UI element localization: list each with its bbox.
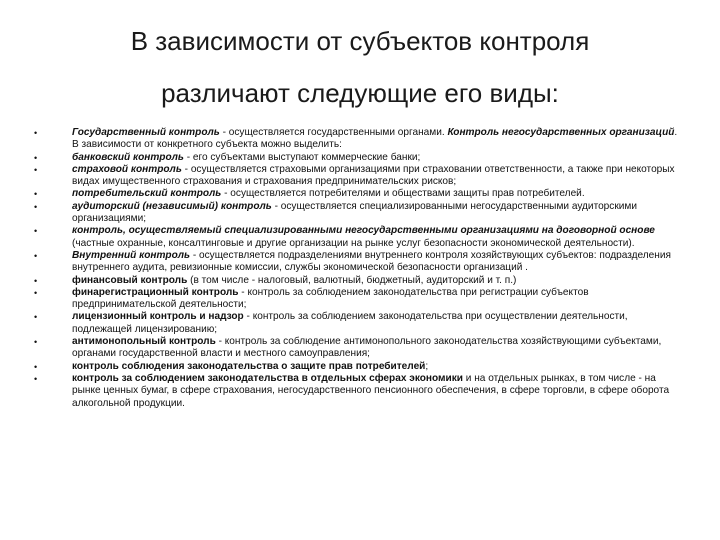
list-item-text: - осуществляется специализированными негосударственными аудиторскими организациями; (72, 200, 637, 225)
list-item-text: - осуществляется страховыми организациями при страховании ответственности, а также при некоторых видах имущественного страхования и страхования предпринимательских рисков; (72, 163, 675, 188)
list-item-term-wrap (72, 250, 190, 261)
list-item (34, 275, 684, 287)
list-item (34, 164, 684, 189)
list-item (34, 152, 684, 164)
bullet-icon: • (34, 189, 38, 200)
bullet-icon: • (34, 361, 38, 372)
page-title-line-2: различают следующие его виды: (161, 78, 559, 108)
bullet-icon: • (34, 226, 38, 237)
bullet-icon: • (34, 373, 38, 384)
list-item (34, 127, 684, 152)
list-item-term-wrap (72, 225, 655, 236)
list-item-text: и на отдельных рынках, в том числе - на рынке ценных бумаг, в сфере страхования, негосударственного пенсионного обеспечения, в сфере торговли, в сфере оборота алкогольной продукции. (72, 372, 670, 409)
bullet-icon: • (34, 152, 38, 163)
bullet-icon: • (34, 201, 38, 212)
list-item-term: Внутренний контроль (72, 249, 191, 261)
list-item-text: - осуществляется подразделениями внутреннего контроля хозяйствующих субъектов: подразделения внутреннего аудита, ревизионные комиссии, службы экономической безопасности организаций . (72, 249, 671, 274)
list-item-term: банковский контроль (72, 151, 184, 163)
list-item-term-wrap (72, 201, 272, 212)
list-item-term: контроль за соблюдением законодательства в отдельных сферах экономики (72, 372, 463, 384)
list-item-term: страховой контроль (72, 163, 182, 175)
list-item-term-wrap (72, 152, 184, 163)
list-item-term: финансовый контроль (72, 274, 188, 286)
list-item-term: аудиторский (независимый) контроль (72, 200, 272, 212)
list-item-term: лицензионный контроль и надзор (72, 311, 244, 323)
list-item-text: - контроль за соблюдением законодательства при регистрации субъектов предпринимательской деятельности; (72, 286, 589, 311)
list-item (34, 188, 684, 200)
bullet-icon: • (34, 275, 38, 286)
list-item-text: . В зависимости от конкретного субъекта можно выделить: (72, 127, 678, 151)
list-item-text: - контроль за соблюдением законодательства при осуществлении деятельности, подлежащей лицензированию; (72, 311, 628, 335)
bullet-icon: • (34, 164, 38, 175)
list-item-term: финарегистрационный контроль (72, 286, 239, 298)
list-item (34, 311, 684, 336)
list-item-term: контроль соблюдения законодательства о защите прав потребителей (72, 360, 426, 372)
list-item (34, 336, 684, 361)
list-item-term: антимонопольный контроль (72, 336, 216, 348)
list-item-text: - его субъектами выступают коммерческие банки; (183, 151, 421, 163)
bullet-icon: • (34, 337, 38, 348)
bullet-icon: • (34, 250, 38, 261)
list-item-term-wrap (447, 127, 674, 138)
bullet-icon: • (34, 312, 38, 323)
list-item-term-wrap (72, 127, 220, 138)
list-item-term: потребительский контроль (72, 188, 222, 200)
list-item-text: - осуществляется потребителями и обществами защиты прав потребителей. (221, 188, 585, 200)
list-item (34, 250, 684, 275)
list-item-term: контроль, осуществляемый специализированными негосударственными организациями на договорной основе (72, 225, 655, 237)
list-item-text: (частные охранные, консалтинговые и другие организации на рынке услуг безопасности экономической деятельности). (72, 237, 635, 249)
list-item-term: Контроль негосударственных организаций (447, 127, 675, 138)
list-item-text: - осуществляется государственными органами. (219, 127, 448, 138)
list-item (34, 361, 684, 373)
list-item (34, 373, 684, 410)
list-item (34, 201, 684, 226)
bullet-icon: • (34, 287, 38, 298)
list-item-text: - контроль за соблюдение антимонопольного законодательства хозяйствующими субъектами, органами государственной власти и местного самоуправления; (72, 336, 662, 360)
list-item-term-wrap (72, 164, 182, 175)
bullet-icon: • (34, 128, 38, 138)
list-item-term: Государственный контроль (72, 127, 220, 138)
page-title-line-1: В зависимости от субъектов контроля (130, 26, 590, 56)
list-item-text: ; (425, 360, 429, 372)
control-types-list (34, 127, 684, 410)
list-item (34, 287, 684, 312)
list-item-term-wrap (72, 188, 221, 199)
list-item (34, 225, 684, 250)
list-item-text: (в том числе - налоговый, валютный, бюджетный, аудиторский и т. п.) (187, 274, 517, 286)
